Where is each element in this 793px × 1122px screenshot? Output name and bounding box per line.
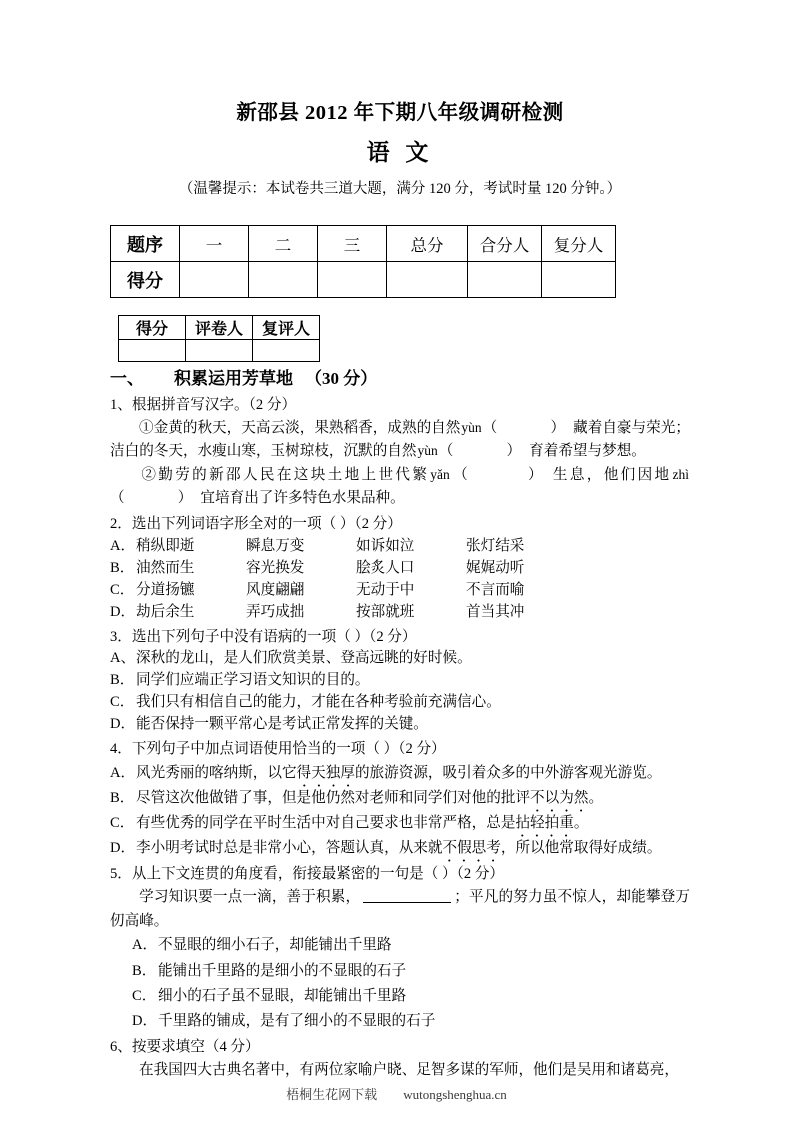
- option-text: 不显眼的细小石子，却能铺出千里路: [158, 937, 392, 954]
- emphasized-phrase: 得天独厚: [297, 761, 355, 786]
- idiom-2: 弄巧成拙: [246, 603, 305, 620]
- idiom-1: 稍纵即逝: [136, 538, 195, 555]
- section-points: （30 分）: [305, 369, 378, 389]
- question-1-line-2b: 生息，他们因地: [552, 466, 672, 483]
- grader-header-marker: 评卷人: [186, 316, 253, 340]
- question-2-stem: 2．选出下列词语字形全对的一项（ ）（2 分）: [110, 516, 402, 533]
- table-row: [111, 262, 616, 298]
- option-text-post: 。: [573, 815, 589, 832]
- page-content: [110, 0, 690, 1082]
- option-text: 同学们应端正学习语文知识的目的。: [136, 672, 370, 689]
- emphasized-phrase: 不以为然: [530, 786, 588, 811]
- fill-in-blank[interactable]: [363, 902, 451, 903]
- score-cell-tallier[interactable]: [468, 262, 542, 298]
- page-title: 新邵县 2012 年下期八年级调研检测: [236, 102, 564, 124]
- option-label: A．: [110, 538, 136, 555]
- emphasized-phrase: 拈轻拍重: [515, 811, 573, 836]
- idiom-4: 娓娓动听: [466, 559, 525, 576]
- question-1-line-1b: 藏着自豪与荣光；洁白: [110, 419, 690, 460]
- idiom-2: 瞬息万变: [246, 538, 305, 555]
- question-5-option-a[interactable]: [110, 933, 690, 958]
- question-2-option-b[interactable]: [110, 558, 690, 580]
- option-label: A、: [110, 650, 136, 667]
- score-cell-rechecker[interactable]: [542, 262, 616, 298]
- question-6-stem: 6、按要求填空（4 分）: [110, 1038, 260, 1055]
- option-label: C．: [110, 694, 135, 711]
- option-text-pre: 李小明考试时总是非常小心，答题认真，从来就: [136, 840, 443, 857]
- grader-table-container: [110, 298, 690, 362]
- grader-score-table: [118, 315, 320, 362]
- exam-tips: （温馨提示：本试卷共三道大题，满分 120 分，考试时量 120 分钟。）: [178, 181, 622, 198]
- idiom-1: 油然而生: [136, 559, 195, 576]
- section-number: 一、: [110, 369, 144, 389]
- idiom-3: 如诉如泣: [356, 538, 415, 555]
- option-label: B．: [110, 790, 135, 807]
- score-cell-two[interactable]: [249, 262, 318, 298]
- pinyin-yun-1: yùn: [461, 419, 482, 435]
- option-label: B．: [110, 559, 135, 576]
- option-label: D．: [132, 1012, 158, 1029]
- question-1-stem: 1、根据拼音写汉字。（2 分）: [110, 396, 297, 413]
- section-heading: [110, 362, 690, 392]
- footer-site: wutongshenghua.cn: [403, 1087, 507, 1102]
- answer-blank[interactable]: （ ）: [110, 490, 201, 507]
- table-row: [119, 340, 320, 362]
- score-cell-total[interactable]: [387, 262, 468, 298]
- question-1-line-1d: 育着希望与梦想。: [529, 443, 646, 460]
- column-header-two: 二: [249, 226, 318, 262]
- pinyin-yun-2: yùn: [417, 443, 438, 459]
- option-label: B．: [132, 962, 157, 979]
- answer-blank[interactable]: （ ）: [438, 443, 530, 460]
- column-header-one: 一: [180, 226, 249, 262]
- option-label: D．: [110, 603, 136, 620]
- question-4-stem: 4．下列句子中加点词语使用恰当的一项（ ）（2 分）: [110, 741, 446, 758]
- option-label: A．: [132, 937, 158, 954]
- question-5-passage: [110, 886, 690, 933]
- option-text: 能铺出千里路的是细小的不显眼的石子: [158, 962, 407, 979]
- idiom-4: 不言而喻: [466, 581, 525, 598]
- idiom-3: 无动于中: [356, 581, 415, 598]
- row-label-score: 得分: [111, 262, 180, 298]
- question-2-option-a[interactable]: [110, 536, 690, 558]
- question-5-option-d[interactable]: [110, 1009, 690, 1034]
- idiom-1: 分道扬镳: [136, 581, 195, 598]
- option-label: D．: [110, 716, 136, 733]
- option-label: C．: [110, 815, 135, 832]
- option-text: 我们只有相信自己的能力，才能在各种考验前充满信心。: [136, 694, 501, 711]
- idiom-2: 风度翩翩: [246, 581, 305, 598]
- table-row: [119, 316, 320, 340]
- question-6-body: [110, 1059, 690, 1083]
- option-label: C．: [132, 987, 157, 1004]
- score-cell-three[interactable]: [318, 262, 387, 298]
- question-4-option-c[interactable]: [110, 811, 690, 836]
- grader-cell-rechecker[interactable]: [253, 340, 320, 362]
- question-2-option-c[interactable]: [110, 580, 690, 602]
- score-cell-one[interactable]: [180, 262, 249, 298]
- question-1-line-2d: 育出了许多特色水果品种。: [229, 490, 405, 507]
- score-table-container: [110, 199, 690, 298]
- question-1-line-2c: 宜培: [200, 490, 230, 507]
- answer-blank[interactable]: （ ）: [450, 466, 553, 483]
- passage-part-a: 学习知识要一点一滴，善于积累，: [139, 889, 361, 906]
- option-label: C．: [110, 581, 135, 598]
- footer-source: 梧桐生花网下载: [286, 1087, 378, 1102]
- question-5-option-c[interactable]: [110, 984, 690, 1009]
- grader-cell-marker[interactable]: [186, 340, 253, 362]
- question-5-option-b[interactable]: [110, 959, 690, 984]
- passage-part-c: 仞高峰。: [110, 912, 169, 929]
- idiom-4: 首当其冲: [466, 603, 525, 620]
- question-6-text: 在我国四大古典名著中，有两位家喻户晓、足智多谋的军师，他们是吴用和诸葛亮，: [139, 1061, 679, 1078]
- option-label: A．: [110, 764, 136, 781]
- pinyin-zhi: zhì: [672, 466, 689, 482]
- column-header-three: 三: [318, 226, 387, 262]
- grader-cell-score[interactable]: [119, 340, 186, 362]
- option-text-post: 的旅游资源，吸引着众多的中外游客观光游览。: [354, 764, 662, 781]
- option-text-pre: 风光秀丽的喀纳斯，以它: [136, 764, 297, 781]
- option-text: 千里路的铺成，是有了细小的不显眼的石子: [158, 1012, 436, 1029]
- question-3-option-a[interactable]: [110, 648, 690, 670]
- subject-title: 语 文: [366, 139, 434, 165]
- question-3-stem: 3．选出下列句子中没有语病的一项（ ）（2 分）: [110, 628, 417, 645]
- option-label: D．: [110, 840, 136, 857]
- idiom-2: 容光换发: [246, 559, 305, 576]
- idiom-3: 脍炙人口: [356, 559, 415, 576]
- question-1-line-1c: 的冬天，水瘦山寒，玉树琼枝，沉默的自然: [139, 443, 417, 460]
- idiom-1: 劫后余生: [136, 603, 195, 620]
- section-title: 积累运用芳草地: [174, 369, 293, 389]
- passage-part-b: ；平凡的努力虽不惊人，却能攀登万: [454, 889, 690, 906]
- row-label-question-order: 题序: [111, 226, 180, 262]
- question-1-body: [110, 417, 690, 464]
- question-1-body-2: [110, 464, 690, 511]
- option-label: B．: [110, 672, 135, 689]
- question-4-option-d[interactable]: [110, 836, 690, 861]
- option-text: 深秋的龙山，是人们欣赏美景、登高远眺的好时候。: [136, 650, 472, 667]
- grader-header-rechecker: 复评人: [253, 316, 320, 340]
- column-header-tallier: 合分人: [468, 226, 542, 262]
- option-text-post: 。: [588, 790, 604, 807]
- answer-blank[interactable]: （ ）: [482, 419, 574, 436]
- question-5-stem: 5．从上下文连贯的角度看，衔接最紧密的一句是（ ）（2 分）: [110, 866, 505, 883]
- column-header-total: 总分: [387, 226, 468, 262]
- question-1-line-2a: ②勤劳的新邵人民在这块土地上世代繁: [139, 466, 430, 483]
- question-1-line-1a: ①金黄的秋天，天高云淡，果熟稻香，成熟的自然: [139, 419, 461, 436]
- table-row: [111, 226, 616, 262]
- option-text-pre: 尽管这次他做错了事，但是他仍然对老师和同学们对他的批评: [136, 790, 531, 807]
- question-4-option-a[interactable]: [110, 761, 690, 786]
- option-text: 细小的石子虽不显眼，却能铺出千里路: [158, 987, 407, 1004]
- option-text: 能否保持一颗平常心是考试正常发挥的关键。: [136, 716, 428, 733]
- question-2-option-d[interactable]: [110, 602, 690, 624]
- option-text-pre: 有些优秀的同学在平时生活中对自己要求也非常严格，总是: [136, 815, 516, 832]
- emphasized-phrase: 不假思考: [442, 836, 500, 861]
- idiom-3: 按部就班: [356, 603, 415, 620]
- pinyin-yan: yǎn: [430, 466, 450, 482]
- idiom-4: 张灯结采: [466, 538, 525, 555]
- footer-watermark: [0, 1084, 793, 1103]
- question-3-option-d[interactable]: [110, 714, 690, 736]
- column-header-rechecker: 复分人: [542, 226, 616, 262]
- option-text-post: ，所以他常取得好成绩。: [500, 840, 662, 857]
- grader-header-score: 得分: [119, 316, 186, 340]
- question-3-option-b[interactable]: [110, 670, 690, 692]
- question-4-option-b[interactable]: [110, 786, 690, 811]
- main-score-table: [110, 225, 616, 298]
- question-3-option-c[interactable]: [110, 692, 690, 714]
